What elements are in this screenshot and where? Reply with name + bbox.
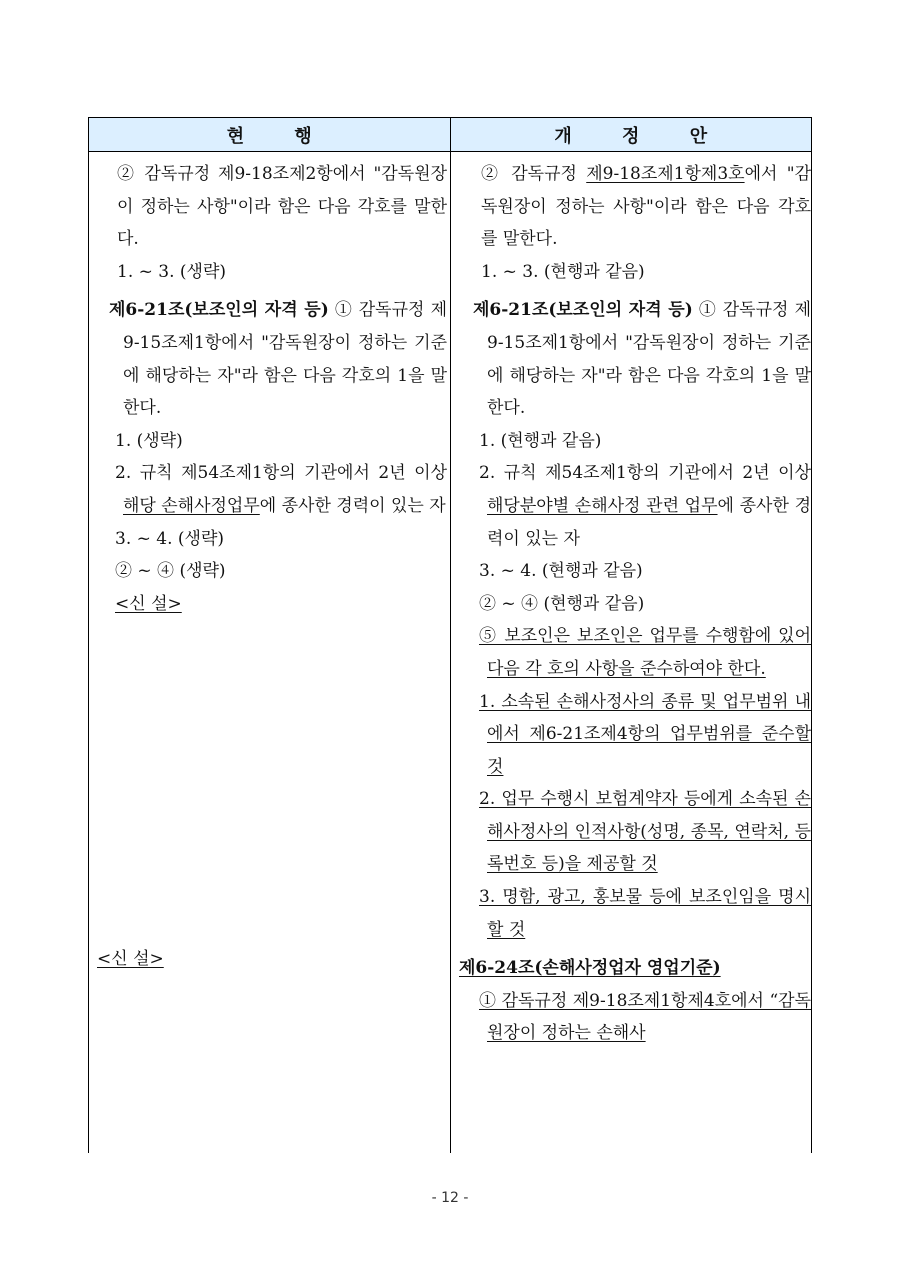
revised-item-1: 1. (현행과 같음) — [479, 430, 602, 451]
current-para-2-4: ② ~ ④ (생략) — [115, 561, 226, 582]
current-new-marker-1: <신 설> — [115, 593, 182, 614]
current-new-marker-2: <신 설> — [97, 949, 164, 970]
header-current: 현 행 — [89, 118, 451, 151]
current-item-2-underlined: 해당 손해사정업무 — [123, 495, 260, 516]
page-number: - 12 - — [431, 1190, 469, 1206]
revised-article-6-21 — [459, 294, 811, 424]
current-new-marker-1-wrap — [95, 588, 447, 621]
revised-article-6-24-title: 제6-24조(손해사정업자 영업기준) — [459, 958, 721, 979]
revised-item-3-4: 3. ~ 4. (현행과 같음) — [479, 561, 643, 582]
revised-para-2-items: 1. ~ 3. (현행과 같음) — [481, 261, 645, 282]
revised-new-item-2: 2. 업무 수행시 보험계약자 등에게 소속된 손해사정사의 인적사항(성명, 종목, 연락처, 등록번호 등)을 제공할 것 — [479, 789, 811, 875]
revised-item-2 — [459, 457, 811, 555]
current-para-2: ② 감독규정 제9-18조제2항에서 "감독원장이 정하는 사항"이라 함은 다음 각호를 말한다. — [117, 164, 447, 250]
table-header — [89, 118, 811, 152]
revised-new-item-3: 3. 명함, 광고, 홍보물 등에 보조인임을 명시할 것 — [479, 887, 811, 940]
revised-para-2-underlined: 제9-18조제1항제3호 — [586, 164, 745, 184]
current-item-2-text-a: 2. 규칙 제54조제1항의 기관에서 2년 이상 — [115, 463, 447, 484]
revised-item-2-text-a: 2. 규칙 제54조제1항의 기관에서 2년 이상 — [479, 463, 811, 484]
current-article-6-21-body: ① 감독규정 제9-15조제1항에서 "감독원장이 정하는 기준에 해당하는 자"라 함은 다음 각호의 1을 말한다. — [123, 300, 447, 419]
comparison-table — [88, 117, 812, 1153]
revised-new-item-3-wrap — [459, 881, 811, 946]
revised-article-6-24-title-wrap — [459, 952, 811, 985]
revised-new-item-2-wrap — [459, 783, 811, 881]
current-item-2-text-b: 에 종사한 경력이 있는 자 — [259, 495, 446, 516]
revised-column — [459, 158, 811, 1050]
revised-item-2-underlined: 해당분야별 손해사정 관련 업무 — [487, 495, 718, 516]
revised-article-6-21-title: 제6-21조(보조인의 자격 등) — [473, 300, 693, 321]
revised-para-2-text-a: ② 감독규정 — [481, 164, 587, 184]
revised-para-5: ⑤ 보조인은 보조인은 업무를 수행함에 있어 다음 각 호의 사항을 준수하여야 한다. — [479, 626, 811, 679]
current-article-6-21 — [95, 294, 447, 424]
revised-para-2-text-b: 에서 "감독원장이 정하는 사항"이라 함은 다음 각호를 말한다. — [481, 164, 811, 250]
current-item-2 — [95, 457, 447, 522]
header-revised: 개 정 안 — [554, 125, 730, 147]
current-column — [95, 158, 447, 976]
revised-para-2 — [459, 158, 811, 256]
current-new-marker-2-wrap — [95, 943, 447, 976]
current-item-1: 1. (생략) — [115, 430, 183, 451]
revised-item-2-text-b: 에 종사한 경력이 있는 자 — [487, 495, 811, 549]
revised-article-6-24-body-wrap — [459, 985, 811, 1050]
column-divider — [450, 152, 451, 1153]
revised-para-5-wrap — [459, 620, 811, 685]
revised-article-6-24-body: ① 감독규정 제9-18조제1항제4호에서 “감독원장이 정하는 손해사 — [479, 990, 811, 1044]
revised-article-6-21-body: ① 감독규정 제9-15조제1항에서 "감독원장이 정하는 기준에 해당하는 자"라 함은 다음 각호의 1을 말한다. — [487, 300, 811, 419]
revised-new-item-1-wrap — [459, 686, 811, 784]
current-item-3-4: 3. ~ 4. (생략) — [115, 528, 225, 549]
revised-new-item-1: 1. 소속된 손해사정사의 종류 및 업무범위 내에서 제6-21조제4항의 업무범위를 준수할 것 — [479, 691, 811, 777]
current-article-6-21-title: 제6-21조(보조인의 자격 등) — [109, 300, 329, 321]
current-para-2-items: 1. ~ 3. (생략) — [117, 261, 227, 282]
revised-para-2-4: ② ~ ④ (현행과 같음) — [479, 593, 645, 614]
